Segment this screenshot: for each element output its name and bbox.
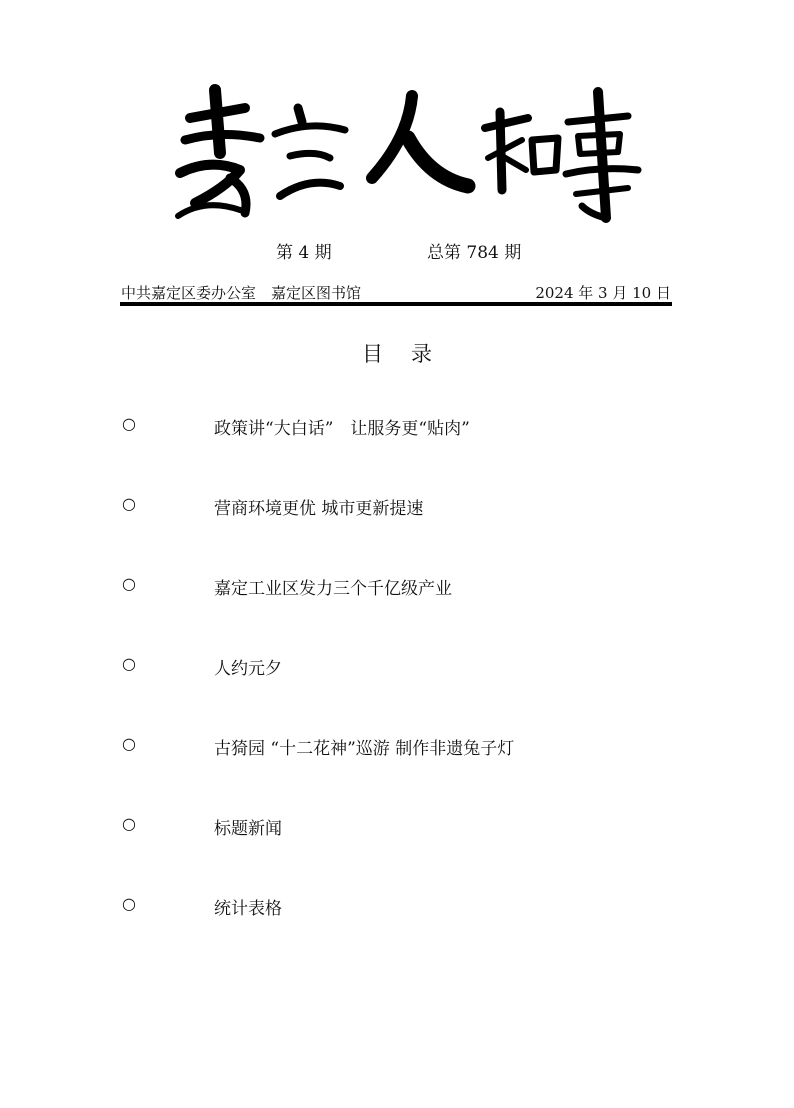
toc-item-label: 古猗园 “十二花神”巡游 制作非遗兔子灯 (214, 739, 515, 759)
toc-item-label: 政策讲“大白话” 让服务更“贴肉” (214, 419, 470, 439)
circle-bullet-icon: ○ (122, 494, 136, 513)
toc-item-label: 标题新闻 (214, 819, 282, 839)
masthead-title-text: 嘉定人和事 (400, 223, 405, 224)
circle-bullet-icon: ○ (122, 574, 136, 593)
circle-bullet-icon: ○ (122, 654, 136, 673)
toc-item[interactable] (0, 734, 794, 758)
toc-item[interactable] (0, 494, 794, 518)
issue-number: 第 4 期 (276, 243, 332, 263)
toc-item-label: 统计表格 (214, 899, 282, 919)
issue-total: 总第 784 期 (427, 243, 522, 263)
toc-item-label: 人约元夕 (214, 659, 282, 679)
masthead-logo (150, 78, 650, 228)
toc-item[interactable] (0, 574, 794, 598)
toc-title: 目录 (362, 342, 460, 366)
toc-item[interactable] (0, 654, 794, 678)
toc-item-label: 营商环境更优 城市更新提速 (214, 499, 424, 519)
publish-date: 2024 年 3 月 10 日 (535, 284, 671, 302)
toc-item[interactable] (0, 894, 794, 918)
circle-bullet-icon: ○ (122, 734, 136, 753)
toc-item-label: 嘉定工业区发力三个千亿级产业 (214, 579, 452, 599)
calligraphy-title-logo (150, 78, 650, 228)
toc-item[interactable] (0, 814, 794, 838)
toc-item[interactable] (0, 414, 794, 438)
circle-bullet-icon: ○ (122, 894, 136, 913)
circle-bullet-icon: ○ (122, 814, 136, 833)
header-divider (120, 302, 672, 306)
publisher-orgs: 中共嘉定区委办公室 嘉定区图书馆 (121, 284, 362, 302)
circle-bullet-icon: ○ (122, 414, 136, 433)
